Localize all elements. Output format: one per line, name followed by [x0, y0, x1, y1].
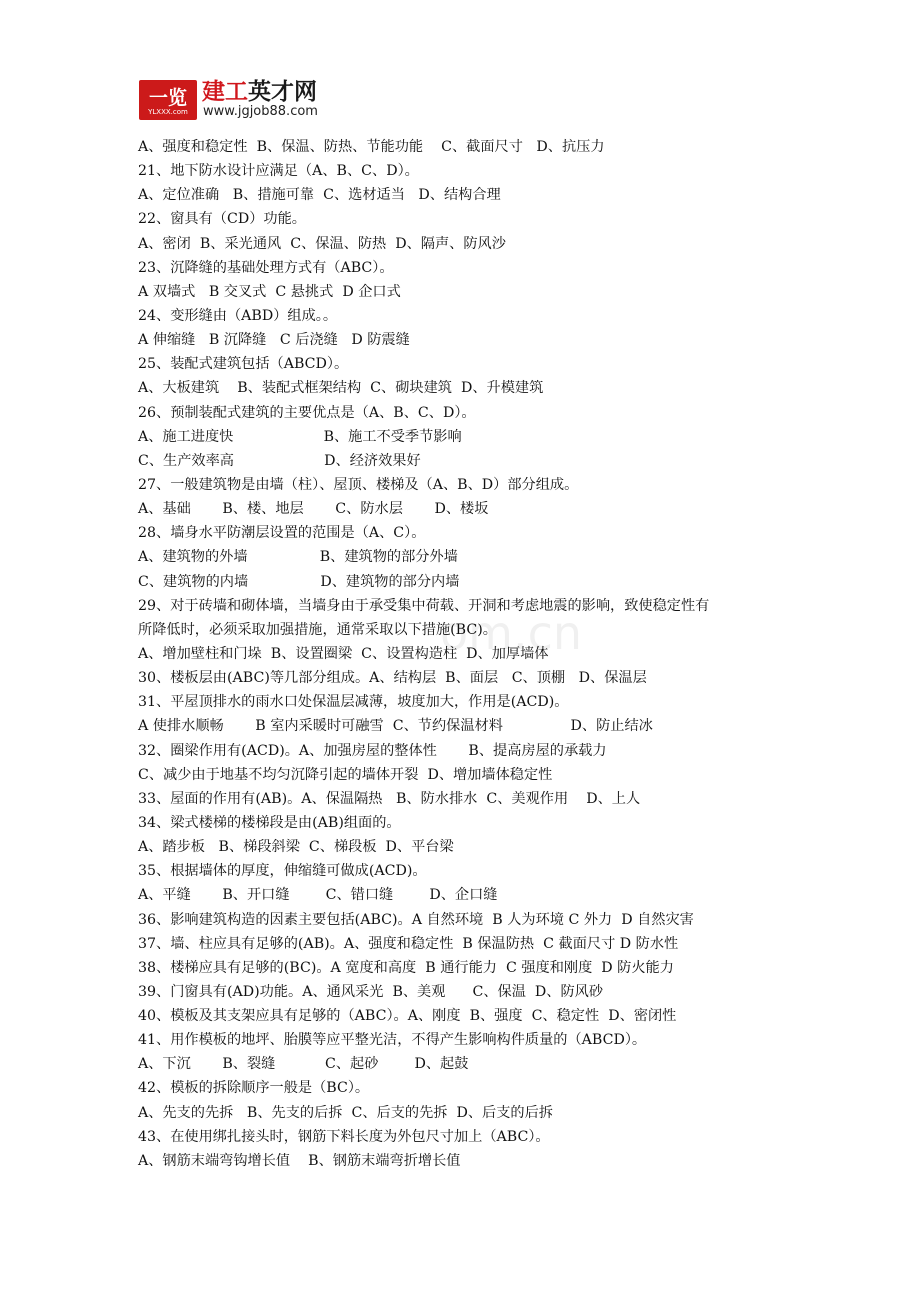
text-line: C、减少由于地基不均匀沉降引起的墙体开裂 D、增加墙体稳定性	[138, 766, 553, 783]
text-line: C、生产效率高 D、经济效果好	[138, 452, 421, 469]
text-line: A、建筑物的外墙 B、建筑物的部分外墙	[138, 549, 458, 566]
text-line: 25、装配式建筑包括（ABCD）。	[138, 356, 349, 373]
text-line: 29、对于砖墙和砌体墙，当墙身由于承受集中荷载、开洞和考虑地震的影响，致使稳定性有	[138, 597, 710, 614]
document-body	[138, 135, 778, 1173]
text-line: 36、影响建筑构造的因素主要包括(ABC)。A 自然环境 B 人为环境 C 外力 D 自然灾害	[138, 911, 694, 928]
text-line: A、平缝 B、开口缝 C、错口缝 D、企口缝	[138, 887, 498, 904]
text-line: A、下沉 B、裂缝 C、起砂 D、起鼓	[138, 1056, 469, 1073]
text-line: 37、墙、柱应具有足够的(AB)。A、强度和稳定性 B 保温防热 C 截面尺寸 D 防水性	[138, 935, 679, 952]
text-line: A、钢筋末端弯钩增长值 B、钢筋末端弯折增长值	[138, 1152, 461, 1169]
text-line: A、大板建筑 B、装配式框架结构 C、砌块建筑 D、升模建筑	[138, 380, 544, 397]
text-line: A、基础 B、楼、地层 C、防水层 D、楼坂	[138, 501, 489, 518]
logo-badge	[139, 80, 197, 120]
text-line: A、密闭 B、采光通风 C、保温、防热 D、隔声、防风沙	[138, 235, 506, 252]
text-line: 32、圈梁作用有(ACD)。A、加强房屋的整体性 B、提高房屋的承载力	[138, 742, 607, 759]
text-line: A、定位准确 B、措施可靠 C、选材适当 D、结构合理	[138, 187, 501, 204]
text-line: C、建筑物的内墙 D、建筑物的部分内墙	[138, 573, 460, 590]
text-line: 41、用作模板的地坪、胎膜等应平整光洁，不得产生影响构件质量的（ABCD）。	[138, 1032, 647, 1049]
text-line: 33、屋面的作用有(AB)。A、保温隔热 B、防水排水 C、美观作用 D、上人	[138, 790, 641, 807]
text-line: A、先支的先拆 B、先支的后拆 C、后支的先拆 D、后支的后拆	[138, 1104, 553, 1121]
text-line: 35、根据墙体的厚度，伸缩缝可做成(ACD)。	[138, 863, 427, 880]
text-line: 27、一般建筑物是由墙（柱）、屋顶、楼梯及（A、B、D）部分组成。	[138, 476, 579, 493]
text-line: A 伸缩缝 B 沉降缝 C 后浇缝 D 防震缝	[138, 332, 410, 349]
logo-badge-main: 一览	[148, 87, 187, 109]
text-line: 22、窗具有（CD）功能。	[138, 211, 306, 228]
text-line: 30、楼板层由(ABC)等几部分组成。A、结构层 B、面层 C、顶棚 D、保温层	[138, 670, 647, 687]
watermark: om.cn	[440, 606, 583, 660]
text-line: A、增加壁柱和门垛 B、设置圈梁 C、设置构造柱 D、加厚墙体	[138, 645, 549, 662]
text-line: A 使排水顺畅 B 室内采暖时可融雪 C、节约保温材料 D、防止结冰	[138, 718, 653, 735]
text-line: 39、门窗具有(AD)功能。A、通风采光 B、美观 C、保温 D、防风砂	[138, 983, 604, 1000]
text-line: 28、墙身水平防潮层设置的范围是（A、C）。	[138, 525, 426, 542]
text-line: 31、平屋顶排水的雨水口处保温层减薄，坡度加大，作用是(ACD)。	[138, 694, 569, 711]
text-line: 26、预制装配式建筑的主要优点是（A、B、C、D）。	[138, 404, 476, 421]
text-line: 23、沉降缝的基础处理方式有（ABC）。	[138, 259, 394, 276]
text-line: 40、模板及其支架应具有足够的（ABC）。A、刚度 B、强度 C、稳定性 D、密闭性	[138, 1008, 677, 1025]
text-line: 43、在使用绑扎接头时，钢筋下料长度为外包尺寸加上（ABC）。	[138, 1128, 550, 1145]
text-line: A、施工进度快 B、施工不受季节影响	[138, 428, 462, 445]
brand-name-black: 英才网	[248, 79, 317, 105]
text-line: 24、变形缝由（ABD）组成。。	[138, 307, 338, 324]
text-line: A 双墙式 B 交叉式 C 悬挑式 D 企口式	[138, 283, 401, 300]
brand-url: www.jgjob88.com	[203, 104, 318, 119]
text-line: A、踏步板 B、梯段斜梁 C、梯段板 D、平台梁	[138, 839, 454, 856]
text-line: A、强度和稳定性 B、保温、防热、节能功能 C、截面尺寸 D、抗压力	[138, 139, 605, 155]
brand-name-red: 建工	[202, 79, 248, 105]
brand-name	[202, 80, 317, 104]
text-line: 34、梁式楼梯的楼梯段是由(AB)组面的。	[138, 814, 401, 831]
logo-badge-sub: YLXXX.com	[148, 108, 188, 116]
text-line: 21、地下防水设计应满足（A、B、C、D）。	[138, 163, 419, 180]
text-line: 所降低时，必须采取加强措施，通常采取以下措施(BC)。	[138, 621, 497, 638]
text-line: 38、楼梯应具有足够的(BC)。A 宽度和高度 B 通行能力 C 强度和刚度 D 防火能力	[138, 959, 674, 976]
text-line: 42、模板的拆除顺序一般是（BC）。	[138, 1080, 370, 1097]
